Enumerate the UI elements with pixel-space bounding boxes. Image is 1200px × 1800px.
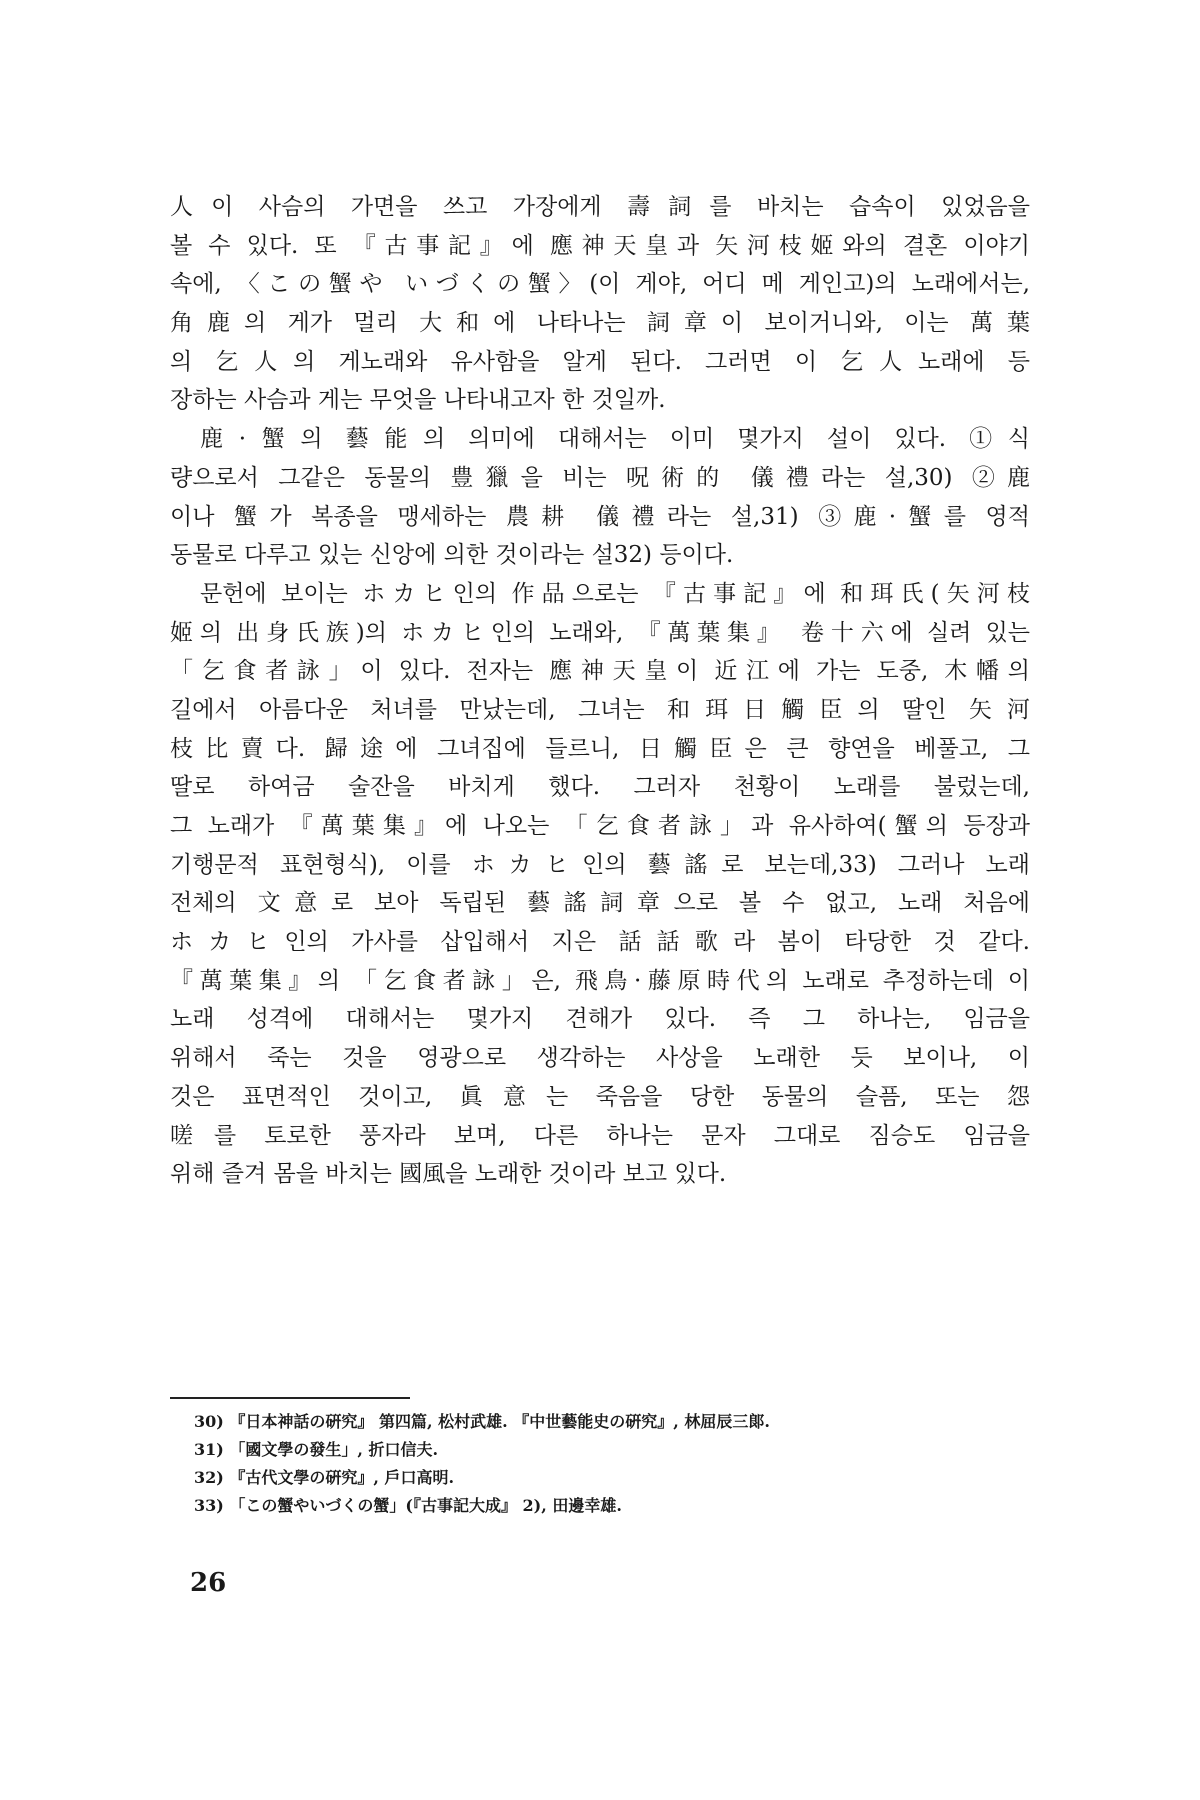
text-line: 량으로서 그같은 동물의 豊獵을 비는 呪術的 儀禮라는 설,30) ②鹿: [170, 464, 1030, 491]
text-line: 이나 蟹가 복종을 맹세하는 農耕 儀禮라는 설,31) ③鹿·蟹를 영적: [170, 503, 1030, 530]
text-line: 문헌에 보이는 ホカヒ인의 作品으로는 『古事記』에 和珥氏(矢河枝: [200, 580, 1030, 607]
text-line: 角鹿의 게가 멀리 大和에 나타나는 詞章이 보이거니와, 이는 萬葉: [170, 310, 1030, 337]
text-line: 것은 표면적인 것이고, 眞意는 죽음을 당한 동물의 슬픔, 또는 怨: [170, 1083, 1030, 1110]
page-number: 26: [190, 1568, 227, 1598]
text-line: 기행문적 표현형식), 이를 ホカヒ인의 藝謠로 보는데,33) 그러나 노래: [170, 851, 1030, 878]
footnote: 32) 『古代文學の硏究』, 戶口高明.: [194, 1468, 455, 1487]
text-line: 노래 성격에 대해서는 몇가지 견해가 있다. 즉 그 하나는, 임금을: [170, 1006, 1030, 1033]
text-line: ホカヒ인의 가사를 삽입해서 지은 話話歌라 봄이 타당한 것 같다.: [170, 929, 1030, 956]
text-line: 딸로 하여금 술잔을 바치게 했다. 그러자 천황이 노래를 불렀는데,: [170, 774, 1030, 801]
footnotes: [170, 1408, 1030, 1520]
footnote: 31) 「國文學の發生」, 折口信夫.: [194, 1440, 439, 1459]
text-line: 姬의 出身氏族)의 ホカヒ인의 노래와, 『萬葉集』 卷十六에 실려 있는: [170, 619, 1030, 646]
text-line: 볼 수 있다. 또 『古事記』에 應神天皇과 矢河枝姬와의 결혼 이야기: [170, 232, 1030, 259]
text-line: 「乞食者詠」이 있다. 전자는 應神天皇이 近江에 가는 도중, 木幡의: [170, 658, 1030, 685]
text-line: 속에, 〈この蟹や いづくの蟹〉(이 게야, 어디 메 게인고)의 노래에서는,: [170, 271, 1030, 298]
text-line: 鹿·蟹의 藝能의 의미에 대해서는 이미 몇가지 설이 있다. ①식: [200, 426, 1030, 453]
footnote: 33) 「この蟹やいづくの蟹」(『古事記大成』 2), 田邊幸雄.: [194, 1496, 622, 1515]
footnote-divider: [170, 1397, 410, 1399]
body-text: [170, 188, 1030, 1194]
text-line: 동물로 다루고 있는 신앙에 의한 것이라는 설32) 등이다.: [170, 542, 734, 569]
footnote: 30) 『日本神話の硏究』 第四篇, 松村武雄. 『中世藝能史の硏究』, 林屈辰三郞.: [194, 1412, 770, 1431]
text-line: 의 乞人의 게노래와 유사함을 알게 된다. 그러면 이 乞人노래에 등: [170, 348, 1030, 375]
text-line: 전체의 文意로 보아 독립된 藝謠詞章으로 볼 수 없고, 노래 처음에: [170, 890, 1030, 917]
text-line: 人이 사슴의 가면을 쓰고 가장에게 壽詞를 바치는 습속이 있었음을: [170, 194, 1030, 220]
text-line: 장하는 사슴과 게는 무엇을 나타내고자 한 것일까.: [170, 387, 666, 414]
text-line: 길에서 아름다운 처녀를 만났는데, 그녀는 和珥日觸臣의 딸인 矢河: [170, 696, 1030, 723]
text-line: 嗟를 토로한 풍자라 보며, 다른 하나는 문자 그대로 짐승도 임금을: [170, 1122, 1030, 1149]
text-line: 『萬葉集』의 「乞食者詠」은, 飛鳥·藤原時代의 노래로 추정하는데 이: [170, 967, 1030, 994]
text-line: 枝比賣다. 歸途에 그녀집에 들르니, 日觸臣은 큰 향연을 베풀고, 그: [170, 735, 1030, 762]
text-line: 그 노래가 『萬葉集』에 나오는 「乞食者詠」과 유사하여(蟹의 등장과: [170, 813, 1030, 839]
text-line: 위해서 죽는 것을 영광으로 생각하는 사상을 노래한 듯 보이나, 이: [170, 1045, 1030, 1072]
text-line: 위해 즐겨 몸을 바치는 國風을 노래한 것이라 보고 있다.: [170, 1161, 727, 1188]
